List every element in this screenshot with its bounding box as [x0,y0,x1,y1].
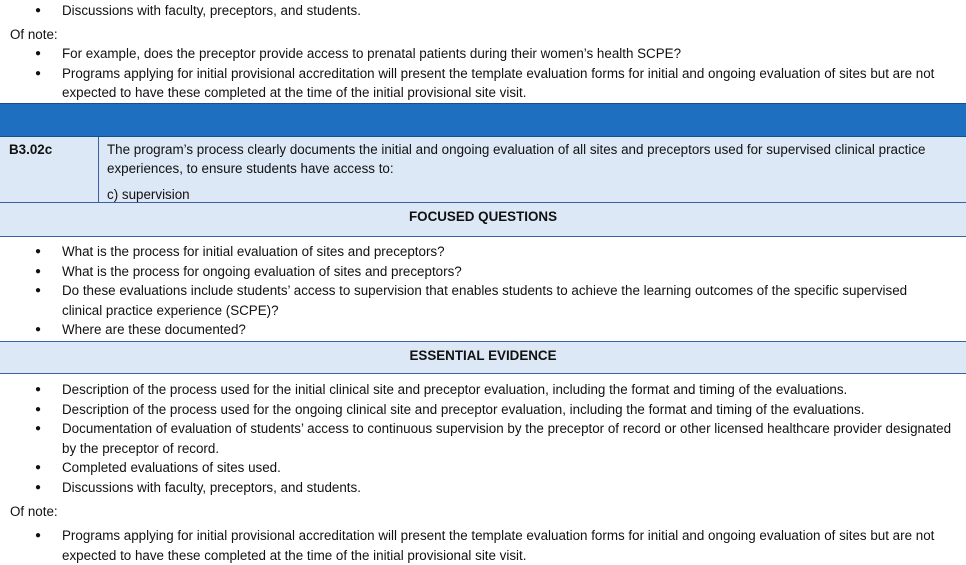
standard-row [0,137,966,203]
list-item: ● Documentation of evaluation of students’ access to continuous supervision by the preceptor of record or other licensed healthcare provider designated by the preceptor of record. [0,419,966,458]
top-note-list [0,44,966,103]
list-item: ● Do these evaluations include students’ access to supervision that enables students to achieve the learning outcomes of the specific supervised clinical practice experience (SCPE)? [0,281,966,320]
of-note-label: Of note: [10,26,58,42]
evidence-note-list [0,526,966,565]
top-section [0,1,966,103]
list-item: ● What is the process for ongoing evaluation of sites and preceptors? [0,262,966,282]
essential-evidence-list [0,380,966,498]
standard-item: c) supervision [107,186,190,202]
section-divider-band [0,103,966,137]
of-note-label: Of note: [10,503,58,519]
list-item: ● Completed evaluations of sites used. [0,458,966,478]
list-item: ● Description of the process used for the initial clinical site and preceptor evaluation, including the format and timing of the evaluations. [0,380,966,400]
focused-questions-section [0,242,966,340]
section-title: ESSENTIAL EVIDENCE [409,348,557,363]
standard-text-cell [107,140,956,203]
list-item: ● Description of the process used for the ongoing clinical site and preceptor evaluation, including the format and timing of the evaluations. [0,400,966,420]
top-bullet-list [0,1,966,21]
focused-questions-header [0,203,966,237]
essential-evidence-section [0,380,966,565]
focused-questions-list [0,242,966,340]
list-item: ● Where are these documented? [0,320,966,340]
list-item: ● Discussions with faculty, preceptors, and students. [0,1,966,21]
list-item: ● Discussions with faculty, preceptors, and students. [0,478,966,498]
list-item: ● What is the process for initial evaluation of sites and preceptors? [0,242,966,262]
standard-text: The program’s process clearly documents the initial and ongoing evaluation of all sites and preceptors used for supervised clinical practice experiences, to ensure students have access to: [107,142,926,177]
section-title: FOCUSED QUESTIONS [408,209,558,224]
list-item: ● Programs applying for initial provisional accreditation will present the template evaluation forms for initial and ongoing evaluation of sites but are not expected to have these completed at the time of the initial provisional site visit. [0,526,966,565]
essential-evidence-header [0,341,966,374]
list-item: ● For example, does the preceptor provide access to prenatal patients during their women’s health SCPE? [0,44,966,64]
standard-code: B3.02c [0,137,99,202]
list-item: ● Programs applying for initial provisional accreditation will present the template evaluation forms for initial and ongoing evaluation of sites but are not expected to have these completed at the time of the initial provisional site visit. [0,64,966,103]
